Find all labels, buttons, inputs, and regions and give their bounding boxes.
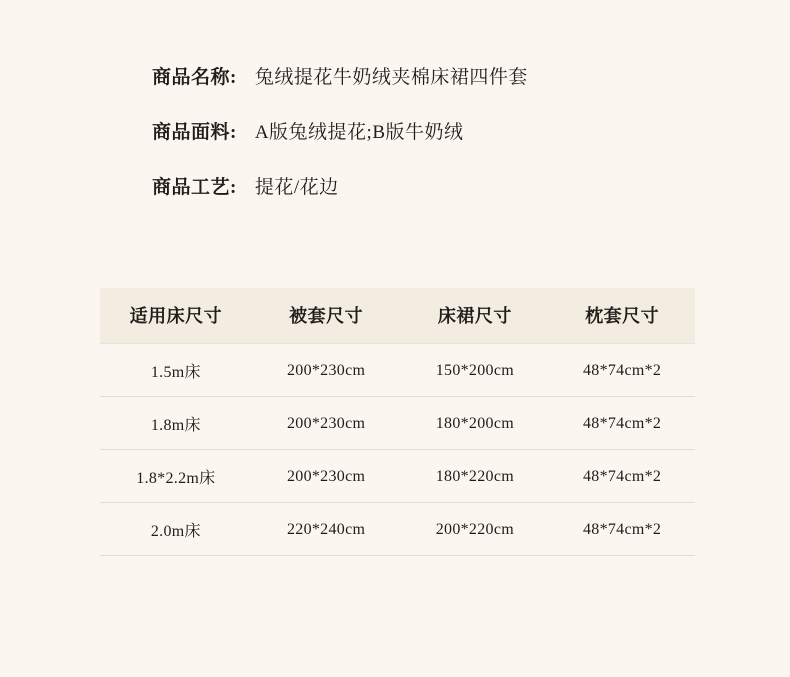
cell-bedskirt-size: 180*200cm — [400, 397, 549, 450]
spec-label-craft: 商品工艺: — [152, 177, 237, 198]
cell-duvet-size: 220*240cm — [252, 503, 401, 556]
table-header-row — [100, 288, 695, 344]
spec-row-fabric — [152, 117, 712, 144]
spec-list — [152, 62, 712, 227]
cell-pillowcase-size: 48*74cm*2 — [549, 344, 695, 397]
spec-value-fabric: A版兔绒提花;B版牛奶绒 — [254, 122, 464, 143]
spec-value-name: 兔绒提花牛奶绒夹棉床裙四件套 — [254, 67, 528, 88]
spec-label-fabric: 商品面料: — [152, 122, 237, 143]
column-header-bed-size: 适用床尺寸 — [100, 288, 252, 344]
cell-bedskirt-size: 200*220cm — [400, 503, 549, 556]
table-row — [100, 344, 695, 397]
table-row — [100, 450, 695, 503]
column-header-bedskirt-size: 床裙尺寸 — [400, 288, 549, 344]
cell-duvet-size: 200*230cm — [252, 450, 401, 503]
table-row — [100, 503, 695, 556]
table-row — [100, 397, 695, 450]
spec-label-name: 商品名称: — [152, 67, 237, 88]
cell-pillowcase-size: 48*74cm*2 — [549, 450, 695, 503]
size-table-head — [100, 288, 695, 344]
cell-bed-size: 1.8m床 — [100, 397, 252, 450]
cell-pillowcase-size: 48*74cm*2 — [549, 503, 695, 556]
cell-bed-size: 2.0m床 — [100, 503, 252, 556]
cell-duvet-size: 200*230cm — [252, 397, 401, 450]
cell-bed-size: 1.8*2.2m床 — [100, 450, 252, 503]
cell-duvet-size: 200*230cm — [252, 344, 401, 397]
size-table-body — [100, 344, 695, 556]
column-header-duvet-size: 被套尺寸 — [252, 288, 401, 344]
size-table — [100, 288, 695, 556]
column-header-pillowcase-size: 枕套尺寸 — [549, 288, 695, 344]
cell-bedskirt-size: 150*200cm — [400, 344, 549, 397]
spec-value-craft: 提花/花边 — [254, 177, 339, 198]
spec-row-name — [152, 62, 712, 89]
cell-pillowcase-size: 48*74cm*2 — [549, 397, 695, 450]
cell-bed-size: 1.5m床 — [100, 344, 252, 397]
cell-bedskirt-size: 180*220cm — [400, 450, 549, 503]
spec-row-craft — [152, 172, 712, 199]
